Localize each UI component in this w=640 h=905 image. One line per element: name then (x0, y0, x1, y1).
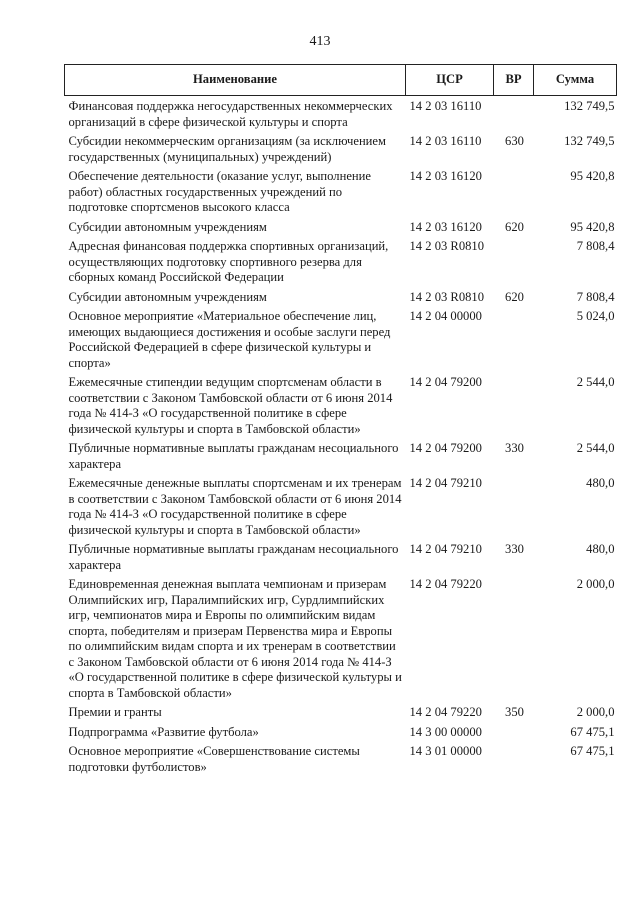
cell-name: Субсидии некоммерческим организациям (за исключением государственных (муниципальных) учреждений) (68, 134, 386, 164)
cell-csr: 14 2 04 79210 (409, 542, 482, 556)
cell-name: Основное мероприятие «Материальное обеспечение лиц, имеющих выдающиеся достижения и особые заслуги перед Российской Федерацией в сфере физической культуры и спорта» (68, 309, 391, 370)
cell-name: Ежемесячные стипендии ведущим спортсменам области в соответствии с Законом Тамбовской области от 6 июня 2014 года № 414-З «О государственной политике в сфере физической культуры и спорта в Тамбовской области» (68, 375, 393, 436)
cell-vr (494, 309, 534, 375)
header-name: Наименование (65, 65, 406, 96)
cell-sum: 7 808,4 (576, 239, 615, 253)
table-row (65, 441, 617, 476)
cell-csr: 14 3 01 00000 (409, 744, 482, 758)
budget-table (64, 64, 617, 779)
cell-sum: 2 544,0 (576, 441, 615, 455)
table-row (65, 134, 617, 169)
header-row (65, 65, 617, 96)
cell-csr: 14 3 00 00000 (409, 724, 482, 739)
table-row (65, 239, 617, 290)
cell-name: Адресная финансовая поддержка спортивных организаций, осуществляющих подготовку спортивного резерва для сборных команд Российской Федерации (68, 239, 389, 284)
table-body (65, 96, 617, 780)
cell-vr (494, 744, 534, 779)
cell-vr: 330 (505, 441, 524, 455)
cell-csr: 14 2 03 16110 (409, 99, 482, 113)
table-row (65, 375, 617, 441)
cell-csr: 14 2 04 79210 (409, 476, 482, 490)
table-row (65, 725, 617, 745)
cell-vr: 330 (505, 542, 524, 556)
cell-sum: 95 420,8 (570, 219, 615, 234)
cell-name: Премии и гранты (68, 705, 162, 719)
cell-name: Субсидии автономным учреждениям (68, 219, 267, 234)
cell-name: Основное мероприятие «Совершенствование системы подготовки футболистов» (68, 744, 360, 774)
table-row (65, 705, 617, 725)
cell-sum: 5 024,0 (576, 309, 615, 323)
page-number: 413 (309, 34, 331, 49)
cell-csr: 14 2 04 00000 (409, 309, 482, 323)
table-header (65, 65, 617, 96)
cell-vr (494, 96, 534, 135)
cell-name: Подпрограмма «Развитие футбола» (68, 724, 259, 739)
cell-vr (494, 375, 534, 441)
cell-sum: 67 475,1 (570, 724, 615, 739)
cell-sum: 7 808,4 (576, 289, 615, 304)
cell-vr (494, 476, 534, 542)
cell-vr: 620 (505, 219, 524, 234)
cell-vr: 620 (505, 289, 524, 304)
table-row (65, 169, 617, 220)
cell-csr: 14 2 04 79220 (409, 705, 482, 719)
cell-sum: 132 749,5 (564, 134, 615, 148)
table-row (65, 577, 617, 705)
cell-csr: 14 2 03 16120 (409, 219, 482, 234)
table-row (65, 290, 617, 310)
cell-vr (494, 239, 534, 290)
cell-sum: 132 749,5 (564, 99, 615, 113)
cell-sum: 480,0 (586, 476, 615, 490)
cell-csr: 14 2 03 R0810 (409, 239, 485, 253)
cell-name: Единовременная денежная выплата чемпионам и призерам Олимпийских игр, Паралимпийских игр, Сурдлимпийских игр, чемпионатов мира и Европы по олимпийским видам спорта, победителям и призерам Первенства мира и Европы по олимпийским видам спорта и их тренерам в соответствии с Законом Тамбовской области от 6 июня 2014 года № 414-З «О государственной политике в сфере физической культуры и спорта в Тамбовской области» (68, 577, 402, 700)
cell-sum: 480,0 (586, 542, 615, 556)
cell-sum: 2 544,0 (576, 375, 615, 389)
cell-name: Финансовая поддержка негосударственных некоммерческих организаций в сфере физической культуры и спорта (68, 99, 393, 129)
cell-csr: 14 2 04 79200 (409, 375, 482, 389)
table-row (65, 309, 617, 375)
cell-csr: 14 2 04 79200 (409, 441, 482, 455)
cell-csr: 14 2 03 R0810 (409, 289, 485, 304)
cell-csr: 14 2 03 16120 (409, 169, 482, 183)
cell-sum: 2 000,0 (576, 577, 615, 591)
cell-name: Публичные нормативные выплаты гражданам несоциального характера (68, 542, 399, 572)
table-row (65, 476, 617, 542)
table-row (65, 220, 617, 240)
cell-name: Субсидии автономным учреждениям (68, 289, 267, 304)
cell-sum: 95 420,8 (570, 169, 615, 183)
header-csr: ЦСР (406, 65, 494, 96)
cell-sum: 67 475,1 (570, 744, 615, 758)
cell-name: Публичные нормативные выплаты гражданам несоциального характера (68, 441, 399, 471)
cell-name: Ежемесячные денежные выплаты спортсменам и их тренерам в соответствии с Законом Тамбовской области от 6 июня 2014 года № 414-З «О государственной политике в сфере физической культуры и спорта в Тамбовской области» (68, 476, 402, 537)
cell-vr (494, 169, 534, 220)
table-row (65, 96, 617, 135)
cell-vr: 350 (505, 705, 524, 719)
header-vr: ВР (494, 65, 534, 96)
cell-sum: 2 000,0 (576, 705, 615, 719)
table-row (65, 744, 617, 779)
table-row (65, 542, 617, 577)
cell-vr (494, 577, 534, 705)
cell-name: Обеспечение деятельности (оказание услуг, выполнение работ) областных государственных учреждений по подготовке спортсменов высокого класса (68, 169, 371, 214)
header-sum: Сумма (534, 65, 617, 96)
cell-vr: 630 (505, 134, 524, 148)
cell-csr: 14 2 03 16110 (409, 134, 482, 148)
cell-vr (494, 725, 534, 745)
cell-csr: 14 2 04 79220 (409, 577, 482, 591)
